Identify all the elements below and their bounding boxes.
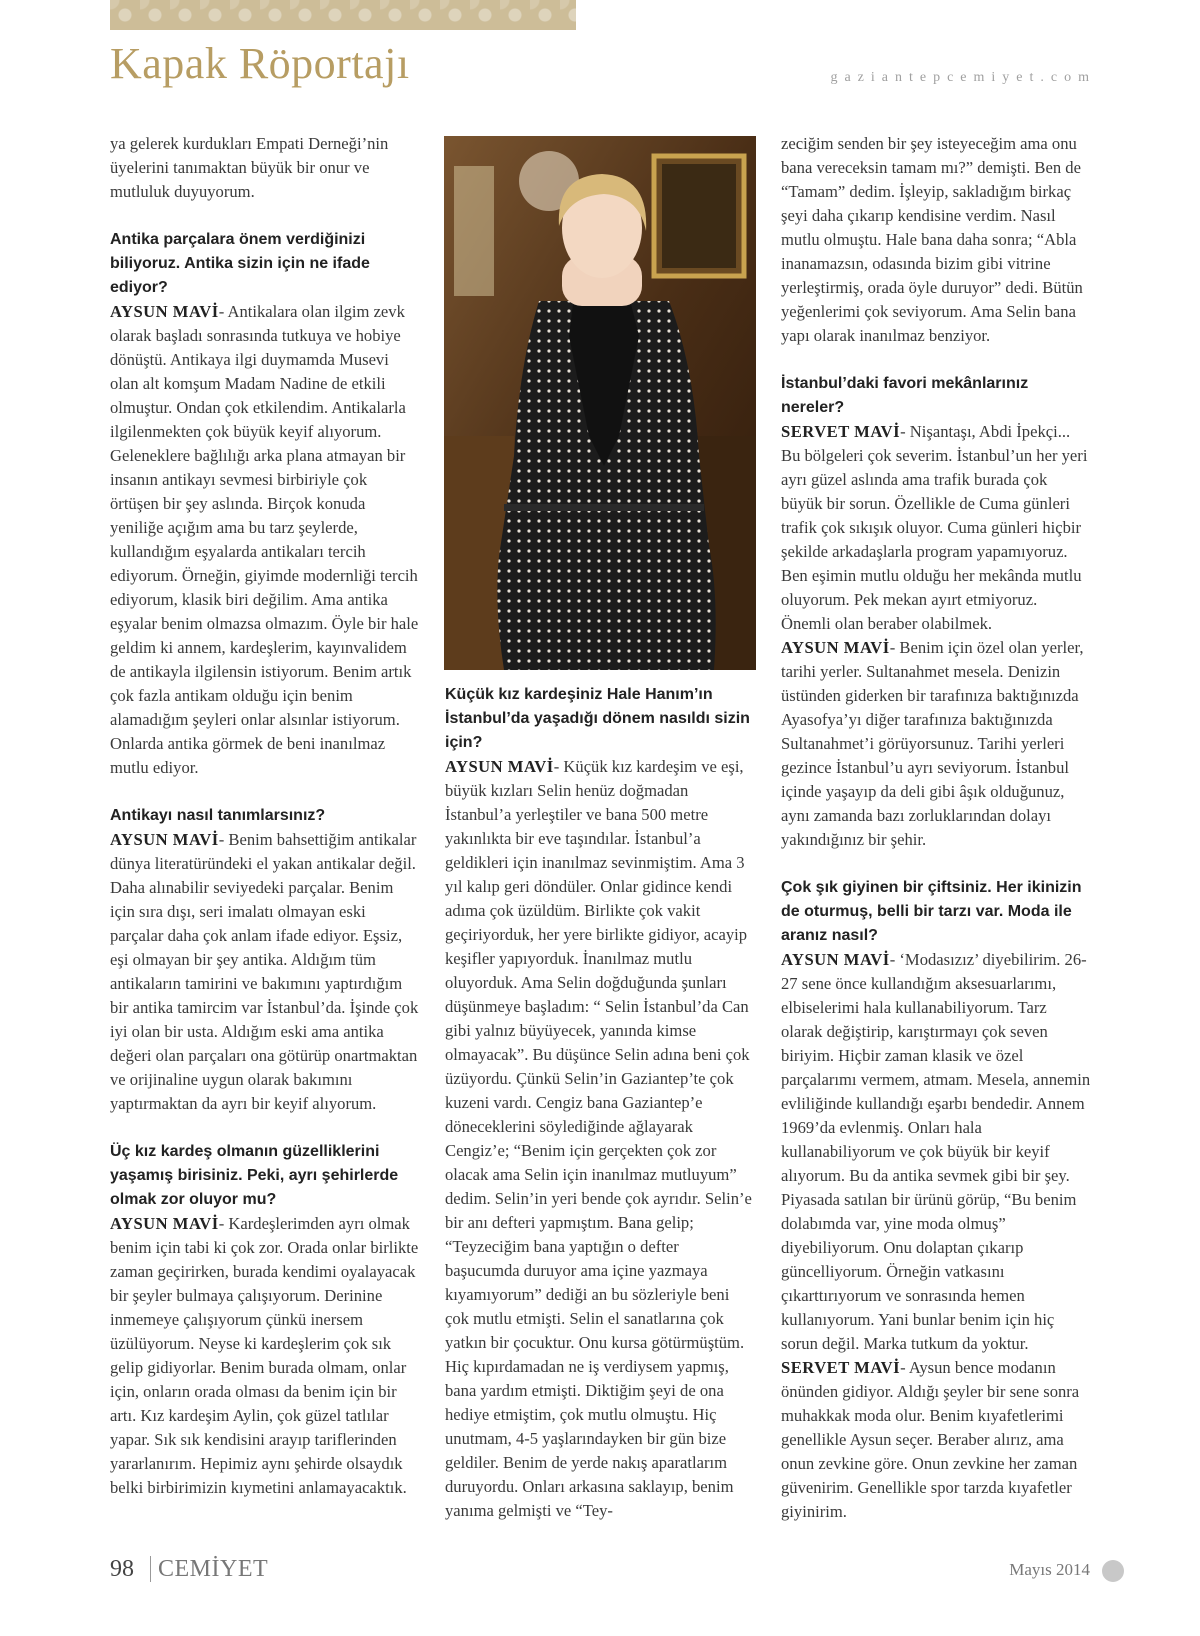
answer-text: - Nişantaşı, Abdi İpekçi... Bu bölgeleri çok severim. İstanbul’un her yeri ayrı güzel aslında ama trafik burada çok büyük bir sorun. Özellikle de Cuma günleri trafik çok sıkışık oluyor. Cuma günleri hiçbir şekilde arkadaşlarla program yapamıyoruz. Ben eşimin mutlu olduğu her mekânda mutlu oluyorum. Pek mekan ayırt etmiyoruz. Önemli olan beraber olabilmek.: [781, 422, 1088, 633]
question: Antika parçalara önem verdiğinizi biliyoruz. Antika sizin için ne ifade ediyor?: [110, 231, 370, 296]
continued-paragraph: zeciğim senden bir şey isteyeceğim ama onu bana vereceksin tamam mı?” demişti. Ben de “Tamam” dedim. İşleyip, sakladığım birkaç şeyi daha çıkarıp kendisine verdim. Nasıl mutlu olmuştu. Hale bana daha sonra; “Abla inanamazsın, odasında bizim gibi vitrine yerleştirmiş, orada öyle duruyor” dedi. Bütün yeğenlerimi çok seviyorum. Ama Selin bana yapı olarak inanılmaz benziyor.: [781, 134, 1083, 345]
article-column-3: [781, 132, 1091, 1524]
question: Antikayı nasıl tanımlarsınız?: [110, 807, 326, 824]
answer: [781, 420, 1091, 636]
answer: [445, 755, 755, 1523]
interview-portrait-photo: [444, 136, 756, 670]
answer: [781, 636, 1091, 852]
speaker-name: SERVET MAVİ: [781, 1358, 901, 1377]
answer-text: - ‘Modasızız’ diyebilirim. 26-27 sene önce kullandığım aksesuarlarımı, elbiselerimi hala kullanabiliyorum. Tarz olarak değiştirip, karıştırmayı çok seven biriyim. Hiçbir zaman klasik ve özel parçalarımı vermem, atmam. Mesela, annemin evliliğinde kullandığı eşarbı bendedir. Annem 1969’da evlenmiş. Onları hala kullanabiliyorum ve çok büyük bir keyif alıyorum. Bu da antika sevmek gibi bir şey. Piyasada satılan bir ürünü görüp, “Bu benim dolabımda var, yine moda olmuş” diyebiliyorum. Onu dolaptan çıkarıp güncelliyorum. Örneğin vatkasını çıkarttırıyorum ve sonrasında hemen kullanıyorum. Yani bunlar benim için hiç sorun değil. Marka tutkum da yoktur.: [781, 950, 1091, 1353]
speaker-name: AYSUN MAVİ: [445, 757, 554, 776]
speaker-name: AYSUN MAVİ: [110, 302, 219, 321]
answer-text: - Benim bahsettiğim antikalar dünya literatüründeki el yakan antikalar değil. Daha alınabilir seviyedeki parçalar. Benim için sıra dışı, seri imalatı olmayan eski parçalar daha çok anlam ifade ediyor. Eşsiz, eşi olmayan bir şey antika. Aldığım tüm antikaların tamirini ve bakımını yaptırdığım bir antika tamircim var İstanbul’da. İşinde çok iyi olan bir usta. Aldığım eski ama antika değeri olan parçaları ona götürüp onartmaktan ve orijinaline uygun olarak bakımını yaptırmaktan da ayrı bir keyif alıyorum.: [110, 830, 419, 1113]
question: İstanbul’daki favori mekânlarınız nereler?: [781, 375, 1029, 416]
intro-paragraph: ya gelerek kurdukları Empati Derneği’nin üyelerini tanımaktan büyük bir onur ve mutluluk duyuyorum.: [110, 134, 389, 201]
footer-divider: [150, 1556, 151, 1582]
magazine-name: CEMİYET: [158, 1556, 269, 1582]
answer: [110, 828, 420, 1116]
answer-text: - Küçük kız kardeşim ve eşi, büyük kızları Selin henüz doğmadan İstanbul’a yerleştiler ve bana 500 metre yakınlıkta bir eve taşındılar. İstanbul’a geldikleri için inanılmaz sevinmiştim. Ama 3 yıl kalıp geri döndüler. Onlar gidince kendi adıma çok üzüldüm. Birlikte çok vakit geçiriyorduk, her yere birlikte gidiyor, acayip keşifler yapıyorduk. İnanılmaz mutlu oluyorduk. Ama Selin doğduğunda şunları düşünmeye başladım: “ Selin İstanbul’da Can gibi yalnız büyüyecek, yanında kimse olmayacak”. Bu düşünce Selin adına beni çok üzüyordu. Çünkü Selin’in Gaziantep’te çok kuzeni vardı. Cengiz bana Gaziantep’e döneceklerini söylediğinde ağlayarak Cengiz’e; “Benim için gerçekten çok zor olacak ama Selin için inanılmaz mutluyum” dedim. Selin’in yeri bende çok ayrıdır. Selin’e bir anı defteri yapmıştım. Bana gelip; “Teyzeciğim bana yaptığın o defter başucumda duruyor ama içine yazmaya kıyamıyorum” dediği an bu sözleriyle beni çok mutlu etmişti. Selin el sanatlarına çok yatkın bir çocuktur. Onu kursa götürmüştüm. Hiç kıpırdamadan ne iş verdiysem yapmış, bana yardım etmişti. Diktiğim şeyi de ona hediye etmiştim, çok mutlu olmuştu. Hiç unutmam, 4-5 yaşlarındayken bir gün bize geldiler. Benim de yerde nakış aparatlarım duruyordu. Onları arkasına saklayıp, benim yanıma gelmişti ve “Tey-: [445, 757, 752, 1520]
speaker-name: AYSUN MAVİ: [781, 950, 890, 969]
answer: [781, 948, 1091, 1356]
section-title: Kapak Röportajı: [110, 39, 410, 88]
answer-text: - Kardeşlerimden ayrı olmak benim için tabi ki çok zor. Orada onlar birlikte zaman geçirirken, burada kendimi oyalayacak bir şeyler bulmaya çalışıyorum. Derinine inmemeye çalışıyorum çünkü inersem üzülüyorum. Neyse ki kardeşlerim çok sık gelip gidiyorlar. Benim burada olmam, onlar için, onların orada olması da benim için bir artı. Kız kardeşim Aylin, çok güzel tatlılar yapar. Sık sık kendisini arayıp tariflerinden yararlanırım. Hepimiz aynı şehirde olsaydık belki birbirimizin kıymetini anlamayacaktık.: [110, 1214, 419, 1497]
article-column-1: [110, 132, 420, 1500]
speaker-name: AYSUN MAVİ: [110, 830, 219, 849]
answer-text: - Aysun bence modanın önünden gidiyor. Aldığı şeyler bir sene sonra muhakkak moda olur. Benim kıyafetlerimi genellikle Aysun seçer. Beraber alırız, ama onun zevkine göre. Onun zevkine her zaman güvenirim. Genellikle spor tarzda kıyafetler giyinirim.: [781, 1358, 1080, 1521]
answer-text: - Antikalara olan ilgim zevk olarak başladı sonrasında tutkuya ve hobiye dönüştü. Antikaya ilgi duymamda Musevi olan alt komşum Madam Nadine de etkili olmuştur. Ondan çok etkilendim. Antikalarla ilgilenmekten çok büyük keyif alıyorum. Geleneklere bağlılığı arka plana atmayan bir insanın antikayı sevmesi birbiriyle çok örtüşen bir şey aslında. Birçok konuda yeniliğe açığım ama bu tarz şeylerde, kullandığım eşyalarda antikaları tercih ediyorum. Örneğin, giyimde modernliği tercih ediyorum, klasik biri değilim. Ama antika eşyalar benim olmazsa olmazım. Öyle bir hale geldim ki annem, kardeşlerim, kayınvalidem de antikayla ilgilensin istiyorum. Benim artık çok fazla antikam olduğu için benim alamadığım şeyleri onlar alsınlar istiyorum. Onlarda antika görmek de beni inanılmaz mutlu ediyor.: [110, 302, 419, 777]
question: Küçük kız kardeşiniz Hale Hanım’ın İstanbul’da yaşadığı dönem nasıldı sizin için?: [445, 686, 750, 751]
question: Üç kız kardeş olmanın güzelliklerini yaşamış birisiniz. Peki, ayrı şehirlerde olmak zor oluyor mu?: [110, 1143, 399, 1208]
article-column-2: [445, 683, 755, 1523]
decorative-dot-icon: [1102, 1560, 1124, 1582]
question: Çok şık giyinen bir çiftsiniz. Her ikinizin de oturmuş, belli bir tarzı var. Moda ile aranız nasıl?: [781, 879, 1082, 944]
answer: [781, 1356, 1091, 1524]
speaker-name: SERVET MAVİ: [781, 422, 901, 441]
issue-date: Mayıs 2014: [1009, 1560, 1090, 1579]
site-url[interactable]: gaziantepcemiyet.com: [830, 70, 1096, 85]
portrait-illustration: [444, 136, 756, 670]
speaker-name: AYSUN MAVİ: [781, 638, 890, 657]
answer-text: - Benim için özel olan yerler, tarihi yerler. Sultanahmet mesela. Denizin üstünden giderken bir tarafınıza baktığınızda Ayasofya’yı diğer tarafınıza baktığınızda Sultanahmet’i görüyorsunuz. Tarihi yerleri gezince İstanbul’u ayrı seviyorum. İstanbul içinde yaşayıp da deli gibi âşık olduğunuz, aynı zamanda bazı zorluklarından dolayı yakındığınız bir şehir.: [781, 638, 1084, 849]
answer: [110, 300, 420, 780]
top-decorative-band: [110, 0, 576, 30]
page-number: 98: [110, 1556, 134, 1582]
answer: [110, 1212, 420, 1500]
speaker-name: AYSUN MAVİ: [110, 1214, 219, 1233]
